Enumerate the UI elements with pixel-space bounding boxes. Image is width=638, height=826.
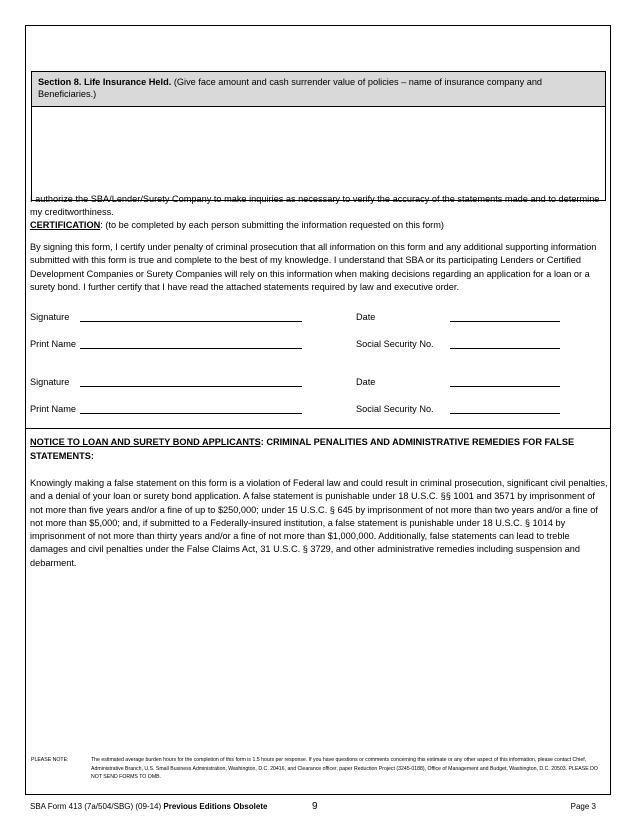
page-number: Page 3	[570, 802, 596, 811]
print-name-label: Print Name	[30, 404, 76, 414]
section-8-entry-area[interactable]	[32, 107, 605, 200]
ssn-label: Social Security No.	[356, 339, 434, 349]
please-note-label: PLEASE NOTE:	[31, 757, 69, 763]
print-name-row-1	[30, 337, 608, 351]
notice-title-underlined: NOTICE TO LOAN AND SURETY BOND APPLICANTS	[30, 437, 261, 447]
date-label: Date	[356, 377, 376, 387]
print-name-line[interactable]	[80, 413, 302, 414]
form-id-text: SBA Form 413 (7a/504/SBG) (09-14)	[30, 802, 164, 811]
section-8-header	[32, 72, 605, 107]
notice-title-rest: : CRIMINAL PENALITIES AND ADMINISTRATIVE REMEDIES FOR FALSE STATEMENTS:	[30, 437, 575, 461]
section-8-title: Section 8. Life Insurance Held.	[38, 77, 172, 87]
signature-row-1	[30, 310, 608, 324]
signing-statement: By signing this form, I certify under penalty of criminal prosecution that all information on this form and any additional supporting information submitted with this form is true and complete to the best of my knowledge. I understand that SBA or its participating Lenders or Certified Development Companies or Surety Companies will rely on this information when making decisions regarding an application for a loan or a surety bond. I further certify that I have read the attached statements required by law and executive order.	[30, 242, 597, 292]
please-note-text: The estimated average burden hours for the completion of this form is 1.5 hours per response. If you have questions or comments concerning this estimate or any other aspect of this information, please contact Chief, Administrative Branch, U.S. Small Business Administration, Washington, D.C. 20416, and Clearance officer, paper Reduction Project (3245-0188), Office of Management and Budget, Washington, D.C. 20503. PLEASE DO NOT SEND FORMS TO OMB.	[91, 757, 598, 781]
signature-line[interactable]	[80, 321, 302, 322]
print-name-label: Print Name	[30, 339, 76, 349]
section-8-box	[31, 71, 606, 201]
signature-label: Signature	[30, 377, 70, 387]
date-label: Date	[356, 312, 376, 322]
section-divider	[26, 428, 610, 429]
ssn-label: Social Security No.	[356, 404, 434, 414]
print-name-row-2	[30, 402, 608, 416]
signature-line[interactable]	[80, 386, 302, 387]
form-frame	[25, 25, 611, 795]
date-line[interactable]	[450, 386, 560, 387]
signature-label: Signature	[30, 312, 70, 322]
section-8-note: (Give face amount and cash surrender value of policies – name of insurance company and Beneficiaries.)	[38, 77, 543, 99]
ssn-line[interactable]	[450, 348, 560, 349]
form-identifier	[30, 800, 267, 814]
signature-row-2	[30, 375, 608, 389]
authorization-text: I authorize the SBA/Lender/Surety Company to make inquiries as necessary to verify the accuracy of the statements made and to determine my creditworthiness.	[30, 194, 600, 218]
date-line[interactable]	[450, 321, 560, 322]
certification-line	[30, 219, 608, 232]
sheet-number: 9	[312, 801, 318, 812]
notice-body: Knowingly making a false statement on this form is a violation of Federal law and could result in criminal prosecution, significant civil penalties, and a denial of your loan or surety bond application. A false statement is punishable under 18 U.S.C. §§ 1001 and 3571 by imprisonment of not more than five years and/or a fine of up to $250,000; under 15 U.S.C. § 645 by imprisonment of not more than two years and/or a fine of not more than $5,000; and, if submitted to a Federally-insured institution, a false statement is punishable under 18 U.S.C. § 1014 by imprisonment of not more than thirty years and/or a fine of not more than $1,000,000. Additionally, false statements can lead to treble damages and civil penalties under the False Claims Act, 31 U.S.C. § 3729, and other administrative remedies including suspension and debarment.	[30, 478, 608, 568]
notice-title	[30, 435, 608, 463]
print-name-line[interactable]	[80, 348, 302, 349]
certification-label: CERTIFICATION	[30, 220, 101, 230]
certification-text: : (to be completed by each person submitting the information requested on this form)	[100, 220, 444, 230]
ssn-line[interactable]	[450, 413, 560, 414]
obsolete-note: Previous Editions Obsolete	[163, 802, 268, 811]
page-footer	[30, 800, 608, 814]
